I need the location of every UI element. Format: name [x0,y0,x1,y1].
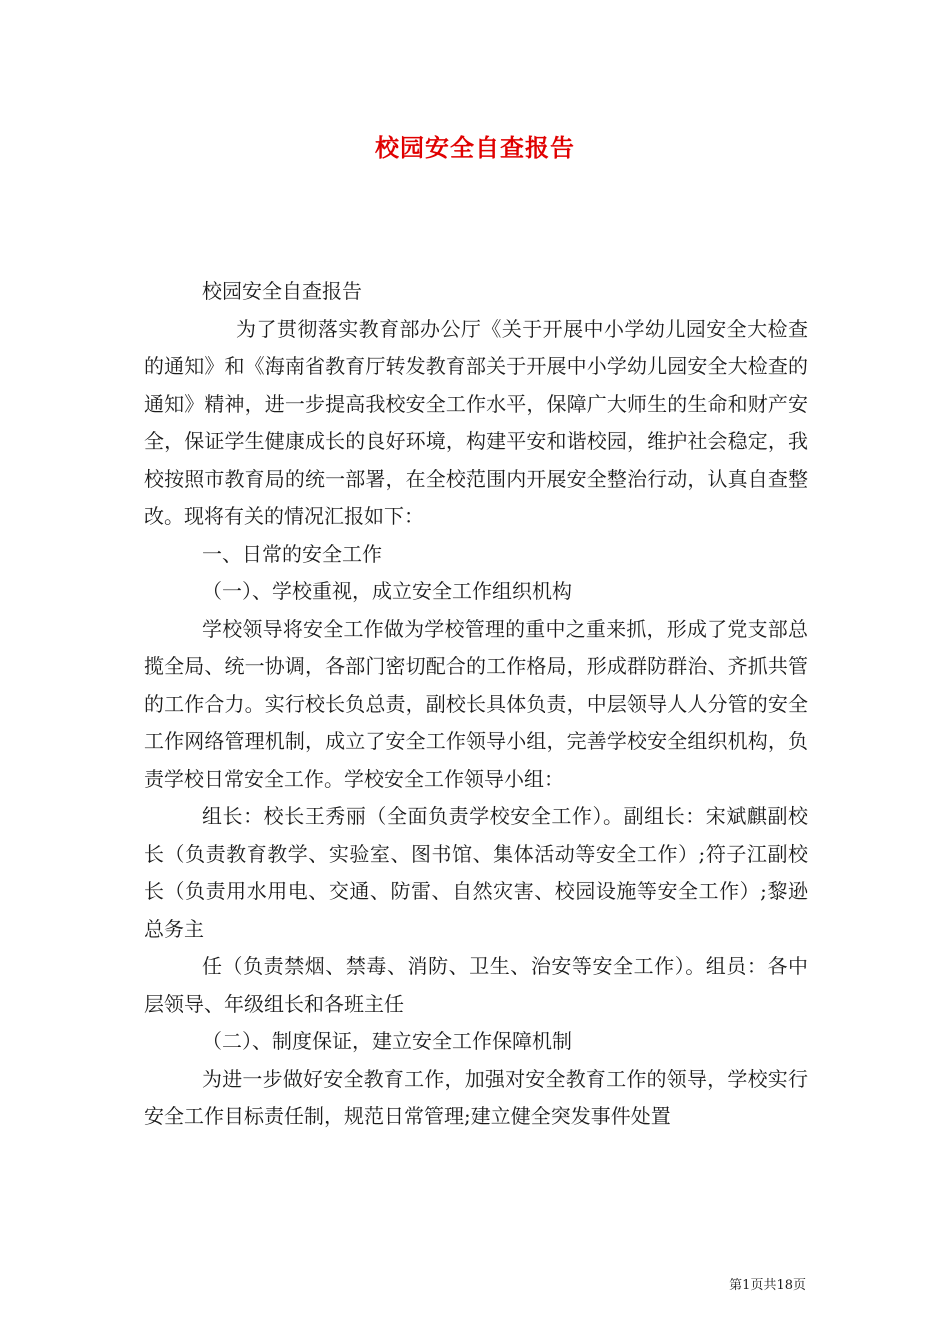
paragraph-intro: 为了贯彻落实教育部办公厅《关于开展中小学幼儿园安全大检查的通知》和《海南省教育厅转发教育部关于开展中小学幼儿园安全大检查的通知》精神，进一步提高我校安全工作水平，保障广大师生的生命和财产安全，保证学生健康成长的良好环境，构建平安和谐校园，维护社会稳定，我校按照市教育局的统一部署，在全校范围内开展安全整治行动，认真自查整改。现将有关的情况汇报如下： [144,316,808,528]
paragraph-system: 为进一步做好安全教育工作，加强对安全教育工作的领导，学校实行安全工作目标责任制，规范日常管理;建立健全突发事件处置 [144,1066,808,1128]
page-title: 校园安全自查报告 [375,133,575,162]
paragraph-group-members: 组长：校长王秀丽（全面负责学校安全工作）。副组长：宋斌麒副校长（负责教育教学、实验室、图书馆、集体活动等安全工作）;符子江副校长（负责用水用电、交通、防雷、自然灾害、校园设施等安全工作）;黎逊总务主 [144,804,808,941]
page-indicator: 第1页共18页 [729,1278,806,1293]
subsection-heading-2: （二）、制度保证，建立安全工作保障机制 [202,1029,572,1053]
paragraph-subtitle: 校园安全自查报告 [202,279,362,303]
paragraph-leadership: 学校领导将安全工作做为学校管理的重中之重来抓，形成了党支部总揽全局、统一协调，各部门密切配合的工作格局，形成群防群治、齐抓共管的工作合力。实行校长负总责，副校长具体负责，中层领导人人分管的安全工作网络管理机制，成立了安全工作领导小组，完善学校安全组织机构，负责学校日常安全工作。学校安全工作领导小组： [144,616,808,791]
section-heading-1: 一、日常的安全工作 [202,541,382,566]
subsection-heading-1: （一）、学校重视，成立安全工作组织机构 [202,579,572,603]
paragraph-group-continued: 任（负责禁烟、禁毒、消防、卫生、治安等安全工作）。组员：各中层领导、年级组长和各班主任 [144,954,808,1016]
document-body [144,273,808,1136]
